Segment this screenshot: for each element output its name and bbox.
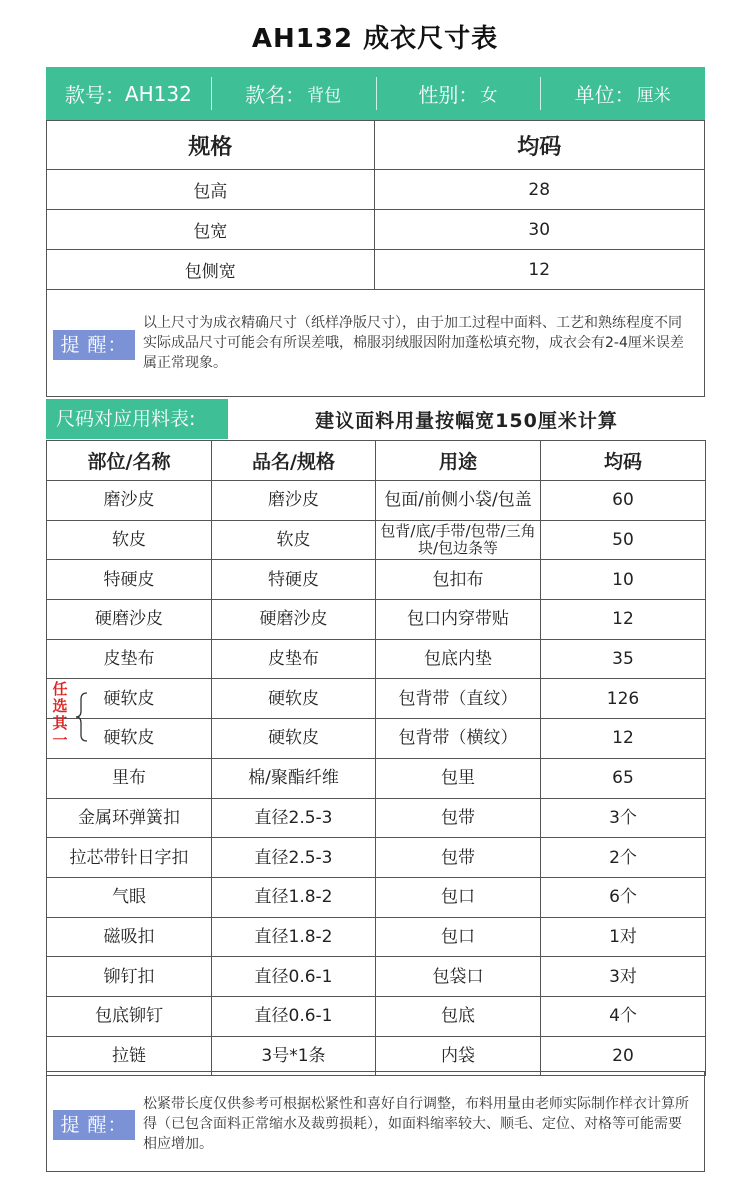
- table-cell: 包口内穿带贴: [376, 600, 541, 640]
- table-cell: 皮垫布: [47, 639, 212, 679]
- table-cell: 特硬皮: [47, 560, 212, 600]
- table-cell: 棉/聚酯纤维: [212, 758, 376, 798]
- table-cell: 里布: [47, 758, 212, 798]
- table-row: [47, 560, 706, 600]
- info-style-no: [46, 67, 211, 120]
- table-header-row: [47, 121, 705, 170]
- table-cell: 硬磨沙皮: [47, 600, 212, 640]
- table-row: [47, 719, 706, 759]
- column-header: 规格: [47, 121, 375, 170]
- table-cell: 包高: [47, 170, 375, 210]
- table-row: [47, 758, 706, 798]
- table-header-row: [47, 441, 706, 481]
- info-key: 款号：: [64, 83, 125, 107]
- table-cell: 10: [541, 560, 706, 600]
- table-cell: 包底: [376, 996, 541, 1036]
- table-cell: 50: [541, 520, 706, 560]
- info-value: 女: [480, 86, 498, 106]
- table-cell: 磨沙皮: [212, 481, 376, 521]
- reminder-box: [46, 1071, 705, 1172]
- table-cell: 直径1.8-2: [212, 877, 376, 917]
- info-bar: [46, 67, 705, 120]
- table-row: [47, 917, 706, 957]
- table-row: [47, 481, 706, 521]
- table-cell: 拉芯带针日字扣: [47, 838, 212, 878]
- table-cell: 包底铆钉: [47, 996, 212, 1036]
- table-row: [47, 679, 706, 719]
- info-key: 性别：: [418, 83, 479, 107]
- reminder-box: [46, 286, 705, 397]
- table-row: [47, 250, 705, 290]
- table-row: [47, 600, 706, 640]
- spec-table: [46, 120, 705, 290]
- table-cell: 金属环弹簧扣: [47, 798, 212, 838]
- table-cell: 20: [541, 1036, 706, 1076]
- column-header: 均码: [374, 121, 705, 170]
- table-cell: 直径1.8-2: [212, 917, 376, 957]
- material-table-body: [47, 481, 706, 1076]
- material-section-header: [46, 399, 705, 439]
- table-cell: 内袋: [376, 1036, 541, 1076]
- material-section-tag: 尺码对应用料表:: [46, 399, 228, 439]
- reminder-label: 提 醒：: [53, 330, 135, 360]
- table-cell: 包面/前侧小袋/包盖: [376, 481, 541, 521]
- table-cell: 包底内垫: [376, 639, 541, 679]
- table-cell: 拉链: [47, 1036, 212, 1076]
- material-table: [46, 440, 706, 1076]
- table-row: [47, 639, 706, 679]
- table-cell: 12: [374, 250, 705, 290]
- page-title: AH132 成衣尺寸表: [251, 24, 499, 54]
- table-row: [47, 957, 706, 997]
- table-cell: 包背带（横纹）: [376, 719, 541, 759]
- pick-one-char: 一: [52, 731, 68, 749]
- table-cell: 30: [374, 210, 705, 250]
- table-row: [47, 877, 706, 917]
- pick-one-char: 其: [52, 714, 68, 732]
- material-section-subtitle: 建议面料用量按幅宽150厘米计算: [315, 409, 618, 432]
- table-cell: 软皮: [47, 520, 212, 560]
- table-row: [47, 170, 705, 210]
- table-cell: 包背带（直纹）: [376, 679, 541, 719]
- table-cell: 6个: [541, 877, 706, 917]
- column-header: 品名/规格: [212, 441, 376, 481]
- info-key: 款名：: [245, 83, 306, 107]
- table-cell: 包背/底/手带/包带/三角块/包边条等: [376, 520, 541, 560]
- table-cell: 3个: [541, 798, 706, 838]
- table-cell: 包口: [376, 877, 541, 917]
- table-cell: 硬软皮: [47, 679, 212, 719]
- info-value: AH132: [124, 81, 192, 106]
- pick-one-marker: [50, 681, 70, 749]
- info-value: 背包: [307, 86, 342, 106]
- reminder-label: 提 醒：: [53, 1110, 135, 1140]
- table-cell: 3对: [541, 957, 706, 997]
- info-gender: [376, 67, 541, 120]
- pick-one-char: 任: [52, 680, 68, 698]
- info-style-name: [211, 67, 376, 120]
- table-cell: 硬软皮: [212, 679, 376, 719]
- brace-icon: [74, 692, 90, 742]
- column-header: 均码: [541, 441, 706, 481]
- table-cell: 3号*1条: [212, 1036, 376, 1076]
- table-cell: 1对: [541, 917, 706, 957]
- table-cell: 2个: [541, 838, 706, 878]
- info-key: 单位：: [574, 83, 635, 107]
- table-cell: 包侧宽: [47, 250, 375, 290]
- table-cell: 气眼: [47, 877, 212, 917]
- table-cell: 35: [541, 639, 706, 679]
- table-cell: 包带: [376, 798, 541, 838]
- table-cell: 28: [374, 170, 705, 210]
- table-cell: 65: [541, 758, 706, 798]
- table-row: [47, 1036, 706, 1076]
- table-cell: 4个: [541, 996, 706, 1036]
- table-cell: 包带: [376, 838, 541, 878]
- table-row: [47, 996, 706, 1036]
- table-cell: 硬磨沙皮: [212, 600, 376, 640]
- table-cell: 磨沙皮: [47, 481, 212, 521]
- table-cell: 126: [541, 679, 706, 719]
- table-cell: 直径0.6-1: [212, 957, 376, 997]
- table-cell: 磁吸扣: [47, 917, 212, 957]
- table-row: [47, 798, 706, 838]
- table-cell: 皮垫布: [212, 639, 376, 679]
- table-cell: 硬软皮: [212, 719, 376, 759]
- column-header: 部位/名称: [47, 441, 212, 481]
- table-cell: 12: [541, 719, 706, 759]
- table-cell: 软皮: [212, 520, 376, 560]
- table-cell: 铆钉扣: [47, 957, 212, 997]
- table-cell: 硬软皮: [47, 719, 212, 759]
- table-cell: 直径0.6-1: [212, 996, 376, 1036]
- table-cell: 直径2.5-3: [212, 798, 376, 838]
- table-cell: 60: [541, 481, 706, 521]
- reminder-text: 以上尺寸为成衣精确尺寸（纸样净版尺寸），由于加工过程中面料、工艺和熟练程度不同实际成品尺寸可能会有所误差哦，棉服羽绒服因附加蓬松填充物，成衣会有2-4厘米误差属正常现象。: [143, 315, 684, 371]
- table-cell: 包口: [376, 917, 541, 957]
- pick-one-char: 选: [52, 697, 68, 715]
- info-unit: [540, 67, 705, 120]
- table-cell: 包宽: [47, 210, 375, 250]
- table-row: [47, 520, 706, 560]
- table-row: [47, 838, 706, 878]
- table-cell: 12: [541, 600, 706, 640]
- table-cell: 直径2.5-3: [212, 838, 376, 878]
- table-cell: 包袋口: [376, 957, 541, 997]
- info-value: 厘米: [636, 86, 671, 106]
- table-row: [47, 210, 705, 250]
- table-cell: 包里: [376, 758, 541, 798]
- table-cell: 特硬皮: [212, 560, 376, 600]
- reminder-text: 松紧带长度仅供参考可根据松紧性和喜好自行调整，布料用量由老师实际制作样衣计算所得（已包含面料正常缩水及裁剪损耗），如面料缩率较大、顺毛、定位、对格等可能需要相应增加。: [143, 1096, 689, 1152]
- column-header: 用途: [376, 441, 541, 481]
- table-cell: 包扣布: [376, 560, 541, 600]
